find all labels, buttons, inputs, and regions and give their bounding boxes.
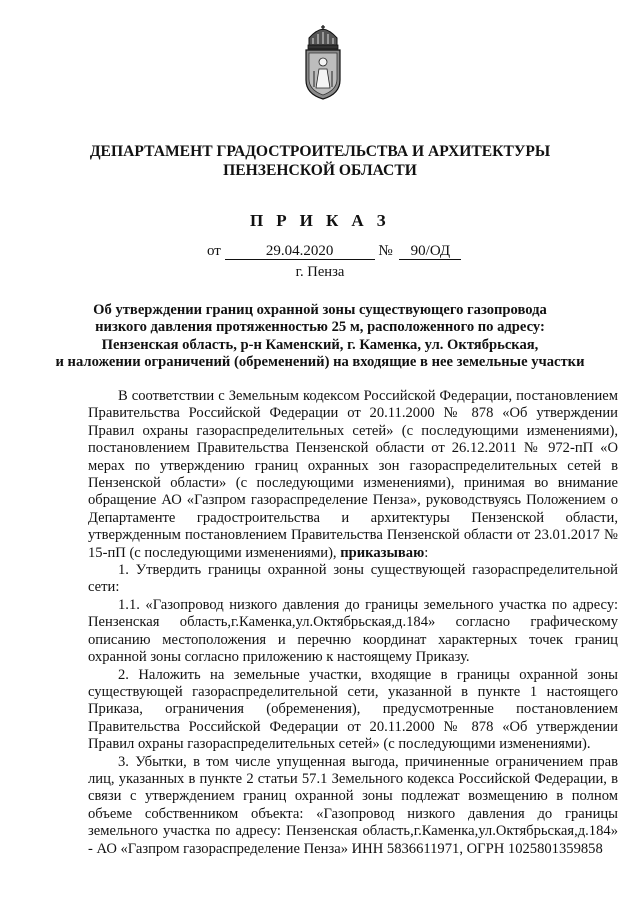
department-name	[0, 142, 640, 180]
document-type-title: П Р И К А З	[249, 211, 391, 230]
preamble-end: :	[424, 544, 429, 561]
item-2-paragraph: 2. Наложить на земельные участки, входящие в границы охранной зоны существующей газораспределительной сети, указанной в пункте 1 настоящего Приказа, ограничения (обременения), предусмотренные постановлением Правительства Российской Федерации от 20.11.2000 № 878 «Об утверждении Правил охраны газораспределительных сетей» (с последующими изменениями).	[88, 666, 618, 753]
date-prefix: от	[207, 243, 221, 259]
preamble-order-word: приказываю	[340, 544, 425, 561]
document-city: г. Пенза	[295, 264, 345, 280]
item-1-paragraph: 1. Утвердить границы охранной зоны существующей газораспределительной сети:	[88, 562, 618, 596]
order-subject	[0, 302, 640, 372]
preamble-paragraph	[88, 388, 618, 562]
item-1-1-paragraph: 1.1. «Газопровод низкого давления до границы земельного участка по адресу: Пензенская область,г.Каменка,ул.Октябрьская,д.184» согласно графическому описанию местоположения и перечню координат характерных точек границ охранной зоны согласно приложению к настоящему Приказу.	[88, 596, 618, 666]
department-line-1: ДЕПАРТАМЕНТ ГРАДОСТРОИТЕЛЬСТВА И АРХИТЕКТУРЫ	[89, 143, 551, 160]
number-sign: №	[378, 243, 393, 259]
item-3-paragraph: 3. Убытки, в том числе упущенная выгода, причиненные ограничением прав лиц, указанных в пункте 2 статьи 57.1 Земельного кодекса Российской Федерации, в связи с утверждением границ охранной зоны подлежат возмещению в полном объеме собственником объекта: «Газопровод низкого давления до границы земельного участка по адресу: Пензенская область,г.Каменка,ул.Октябрьская,д.184» - АО «Газпром газораспределение Пенза» ИНН 5836611971, ОГРН 1025801359858	[88, 753, 618, 857]
subject-line-3: Пензенская область, р-н Каменский, г. Каменка, ул. Октябрьская,	[101, 336, 539, 353]
order-body	[88, 388, 618, 858]
subject-line-2: низкого давления протяженностью 25 м, расположенного по адресу:	[95, 319, 545, 336]
subject-line-1: Об утверждении границ охранной зоны существующего газопровода	[93, 302, 547, 318]
document-number: 90/ОД	[399, 243, 461, 260]
department-line-2: ПЕНЗЕНСКОЙ ОБЛАСТИ	[223, 162, 417, 179]
preamble-text: В соответствии с Земельным кодексом Российской Федерации, постановлением Правительства Российской Федерации от 20.11.2000 № 878 «Об утверждении Правил охраны газораспределительных сетей» (с последующими изменениями), постановлением Правительства Пензенской области от 26.12.2011 № 972-пП «О мерах по утверждению границ охранных зон газораспределительных сетей в Пензенской области» (с последующими изменениями), принимая во внимание обращение АО «Газпром газораспределение Пенза», руководствуясь Положением о Департаменте градостроительства и архитектуры Пензенской области, утвержденным постановлением Правительства Пензенской области от 23.01.2017 № 15-пП (с последующими изменениями),	[88, 388, 618, 561]
subject-line-4: и наложении ограничений (обременений) на входящие в нее земельные участки	[55, 354, 585, 371]
coat-of-arms-icon	[300, 24, 346, 100]
date-number-line	[207, 243, 461, 260]
document-date: 29.04.2020	[225, 243, 375, 260]
